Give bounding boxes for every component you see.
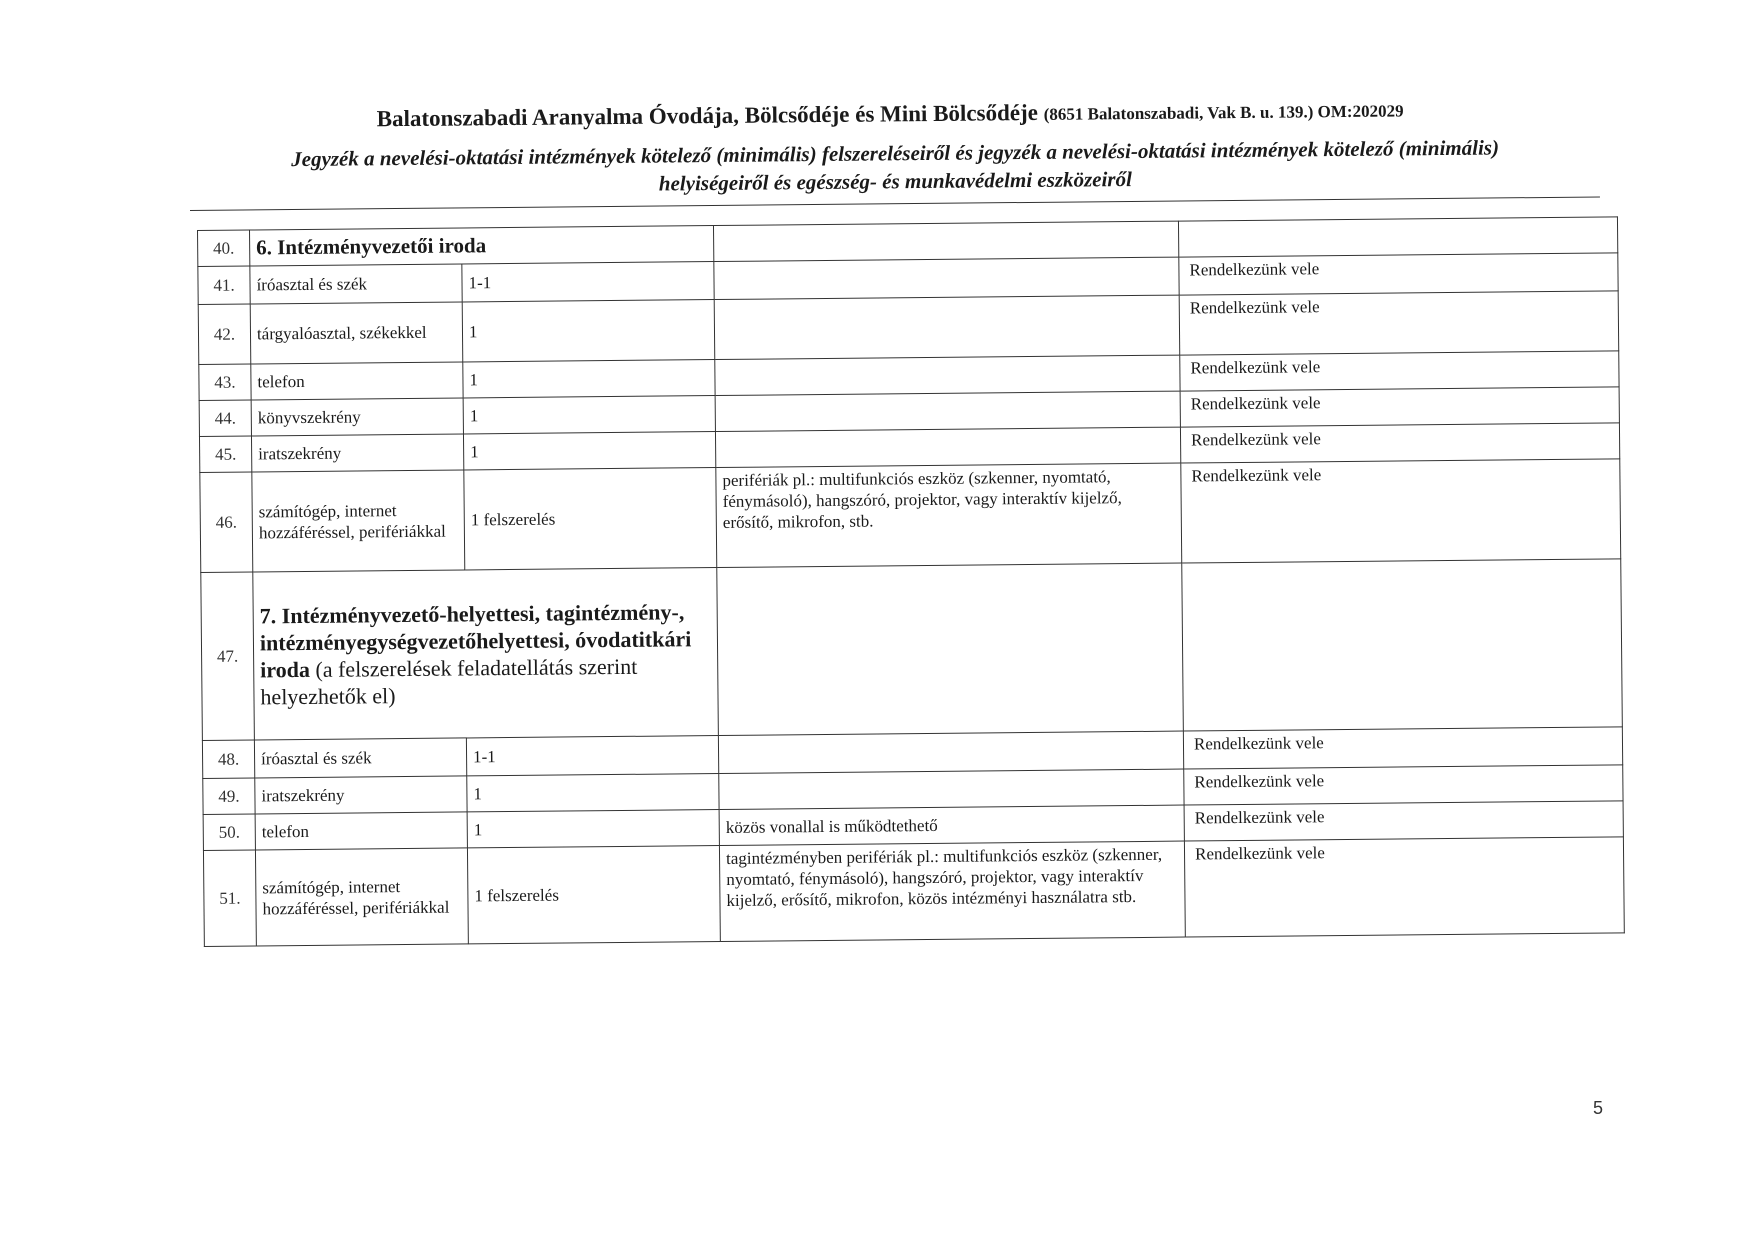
section-title <box>253 568 719 740</box>
item-note <box>714 257 1179 299</box>
item-status: Rendelkezünk vele <box>1184 801 1623 841</box>
item-status: Rendelkezünk vele <box>1183 727 1622 769</box>
row-number: 47. <box>201 572 255 740</box>
item-note: tagintézményben perifériák pl.: multifunkciós eszköz (szkenner, nyomtató, fénymásoló), hangszóró, projektor, vagy interaktív kijelző, erősítő, mikrofon, közös intézményi használatra stb. <box>719 841 1185 941</box>
item-name: iratszekrény <box>251 434 463 472</box>
item-status: Rendelkezünk vele <box>1179 291 1619 355</box>
institution-name: Balatonszabadi Aranyalma Óvodája, Bölcsődéje és Mini Bölcsődéje <box>376 99 1038 132</box>
row-number: 51. <box>203 850 256 946</box>
item-status: Rendelkezünk vele <box>1180 351 1619 391</box>
section-title-rest: (a felszerelések feladatellátás szerint helyezhetők el) <box>260 653 638 709</box>
item-status: Rendelkezünk vele <box>1180 423 1619 463</box>
row-number: 44. <box>199 400 251 436</box>
item-quantity: 1-1 <box>466 736 718 776</box>
item-name: telefon <box>255 812 467 850</box>
row-number: 45. <box>199 436 251 472</box>
item-quantity: 1 <box>462 300 715 362</box>
row-number: 41. <box>198 266 250 304</box>
document-subtitle <box>195 133 1595 202</box>
document-title <box>200 95 1580 134</box>
row-number: 42. <box>198 304 251 364</box>
item-note <box>719 769 1184 809</box>
item-name: telefon <box>251 362 463 400</box>
item-quantity: 1 <box>463 396 715 434</box>
item-status: Rendelkezünk vele <box>1179 253 1618 295</box>
item-note <box>715 391 1180 431</box>
note-cell <box>717 563 1184 735</box>
institution-address: (8651 Balatonszabadi, Vak B. u. 139.) OM:202029 <box>1043 101 1404 124</box>
item-note <box>714 295 1180 359</box>
item-note: közös vonallal is működtethető <box>719 805 1184 845</box>
item-quantity: 1 <box>463 360 715 398</box>
item-name: tárgyalóasztal, székekkel <box>250 302 463 364</box>
item-quantity: 1 felszerelés <box>467 846 720 944</box>
item-quantity: 1-1 <box>462 262 714 302</box>
item-status: Rendelkezünk vele <box>1184 837 1624 937</box>
item-note: perifériák pl.: multifunkciós eszköz (szkenner, nyomtató, fénymásoló), hangszóró, projektor, vagy interaktív kijelző, erősítő, mikrofon, stb. <box>716 463 1182 567</box>
item-name: számítógép, internet hozzáféréssel, perifériákkal <box>252 470 465 572</box>
item-name: íróasztal és szék <box>250 264 462 304</box>
item-name: számítógép, internet hozzáféréssel, perifériákkal <box>255 848 468 946</box>
item-note <box>718 731 1183 773</box>
equipment-table <box>197 216 1625 947</box>
item-quantity: 1 <box>463 432 715 470</box>
row-number: 40. <box>198 230 250 266</box>
subtitle-line-1: Jegyzék a nevelési-oktatási intézmények kötelező (minimális) felszereléseiről és jegyzék a nevelési-oktatási intézmények kötelező (minimális) <box>291 135 1500 172</box>
row-number: 50. <box>203 814 255 850</box>
row-number: 43. <box>199 364 251 400</box>
table-row <box>200 459 1621 573</box>
row-number: 49. <box>203 778 255 814</box>
item-quantity: 1 felszerelés <box>464 468 717 570</box>
item-status: Rendelkezünk vele <box>1181 459 1621 563</box>
table-row <box>203 837 1624 947</box>
page-number: 5 <box>1593 1098 1604 1118</box>
section-title: 6. Intézményvezetői iroda <box>250 226 714 266</box>
item-quantity: 1 <box>467 774 719 812</box>
item-name: íróasztal és szék <box>254 738 466 778</box>
item-note <box>715 427 1180 467</box>
item-quantity: 1 <box>467 810 719 848</box>
note-cell <box>713 221 1178 261</box>
section-row <box>201 559 1623 741</box>
status-cell <box>1182 559 1623 731</box>
row-number: 46. <box>200 472 253 572</box>
section-title-bold: 7. Intézményvezető-helyettesi, tagintézmény-, intézményegységvezetőhelyettesi, óvodatitkári iroda <box>259 598 692 682</box>
row-number: 48. <box>202 740 254 778</box>
subtitle-line-2: helyiségeiről és egészség- és munkavédelmi eszközeiről <box>658 167 1132 196</box>
status-cell <box>1178 217 1617 257</box>
item-note <box>715 355 1180 395</box>
item-status: Rendelkezünk vele <box>1180 387 1619 427</box>
item-status: Rendelkezünk vele <box>1184 765 1623 805</box>
item-name: könyvszekrény <box>251 398 463 436</box>
equipment-table-wrap <box>197 216 1625 947</box>
item-name: iratszekrény <box>255 776 467 814</box>
